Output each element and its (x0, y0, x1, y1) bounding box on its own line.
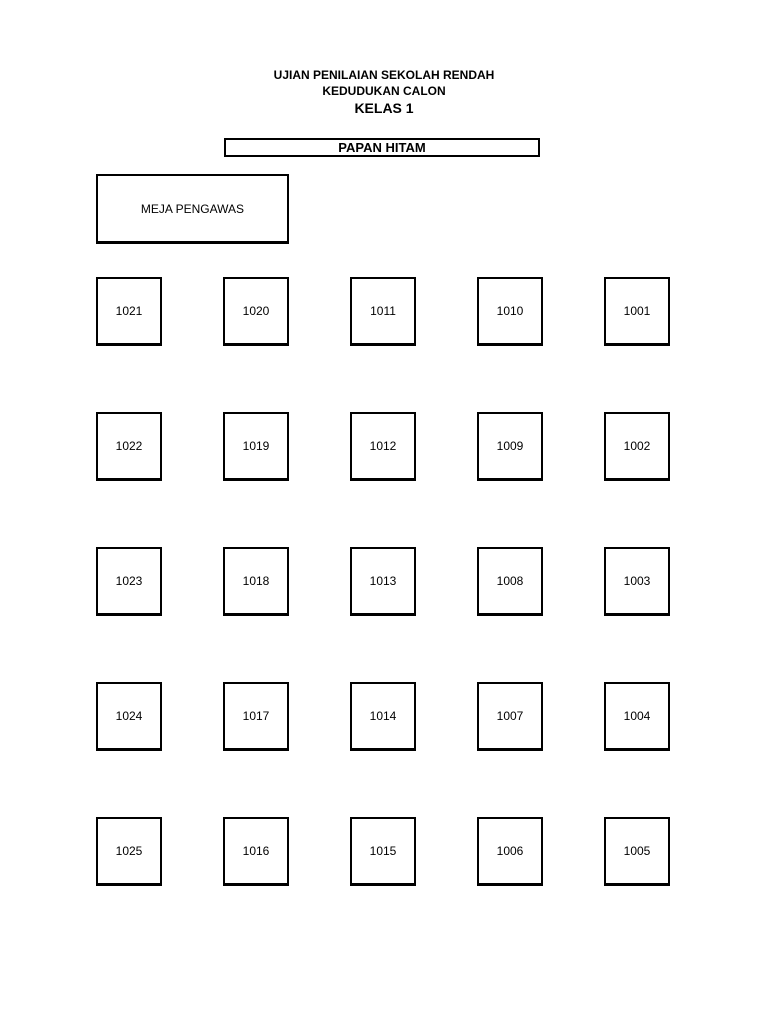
seat-desk (604, 817, 670, 886)
seat-number: 1014 (369, 709, 397, 723)
seat-desk (96, 547, 162, 616)
seat-desk (223, 682, 289, 751)
blackboard-label: PAPAN HITAM (338, 140, 426, 155)
seat-number: 1011 (370, 304, 396, 318)
seat-number: 1002 (623, 439, 651, 453)
seat-number: 1020 (242, 304, 270, 318)
seat-number: 1004 (623, 709, 651, 723)
seat-desk (350, 547, 416, 616)
seat-number: 1006 (496, 844, 524, 858)
seat-number: 1016 (242, 844, 270, 858)
seat-number: 1013 (369, 574, 397, 588)
seat-number: 1025 (115, 844, 143, 858)
seat-number: 1021 (115, 304, 143, 318)
seat-desk (223, 412, 289, 481)
seat-desk (477, 547, 543, 616)
seat-number: 1008 (496, 574, 524, 588)
seat-desk (477, 817, 543, 886)
class-title: KELAS 1 (354, 100, 414, 116)
seat-number: 1024 (115, 709, 143, 723)
seat-desk (477, 682, 543, 751)
seat-desk (96, 412, 162, 481)
seat-desk (96, 277, 162, 346)
seat-number: 1019 (242, 439, 270, 453)
seat-number: 1001 (623, 304, 651, 318)
seat-number: 1023 (115, 574, 143, 588)
seat-desk (223, 277, 289, 346)
invigilator-desk-label: MEJA PENGAWAS (140, 201, 245, 216)
seat-desk (350, 682, 416, 751)
seat-number: 1017 (242, 709, 270, 723)
seat-number: 1018 (242, 574, 270, 588)
seat-desk (96, 817, 162, 886)
exam-title: UJIAN PENILAIAN SEKOLAH RENDAH (273, 68, 495, 82)
seat-desk (223, 817, 289, 886)
seat-desk (604, 277, 670, 346)
seat-number: 1003 (623, 574, 651, 588)
seat-number: 1015 (369, 844, 397, 858)
seat-desk (96, 682, 162, 751)
seat-desk (604, 547, 670, 616)
seat-desk (477, 412, 543, 481)
seat-desk (477, 277, 543, 346)
seat-desk (223, 547, 289, 616)
document-subtitle: KEDUDUKAN CALON (322, 84, 446, 98)
seat-desk (350, 817, 416, 886)
seat-desk (604, 412, 670, 481)
seat-number: 1022 (115, 439, 143, 453)
seat-desk (350, 412, 416, 481)
seat-desk (604, 682, 670, 751)
seat-number: 1012 (369, 439, 397, 453)
seat-number: 1005 (623, 844, 651, 858)
seat-desk (350, 277, 416, 346)
seat-number: 1010 (496, 304, 524, 318)
seat-number: 1007 (496, 709, 524, 723)
seat-number: 1009 (496, 439, 524, 453)
